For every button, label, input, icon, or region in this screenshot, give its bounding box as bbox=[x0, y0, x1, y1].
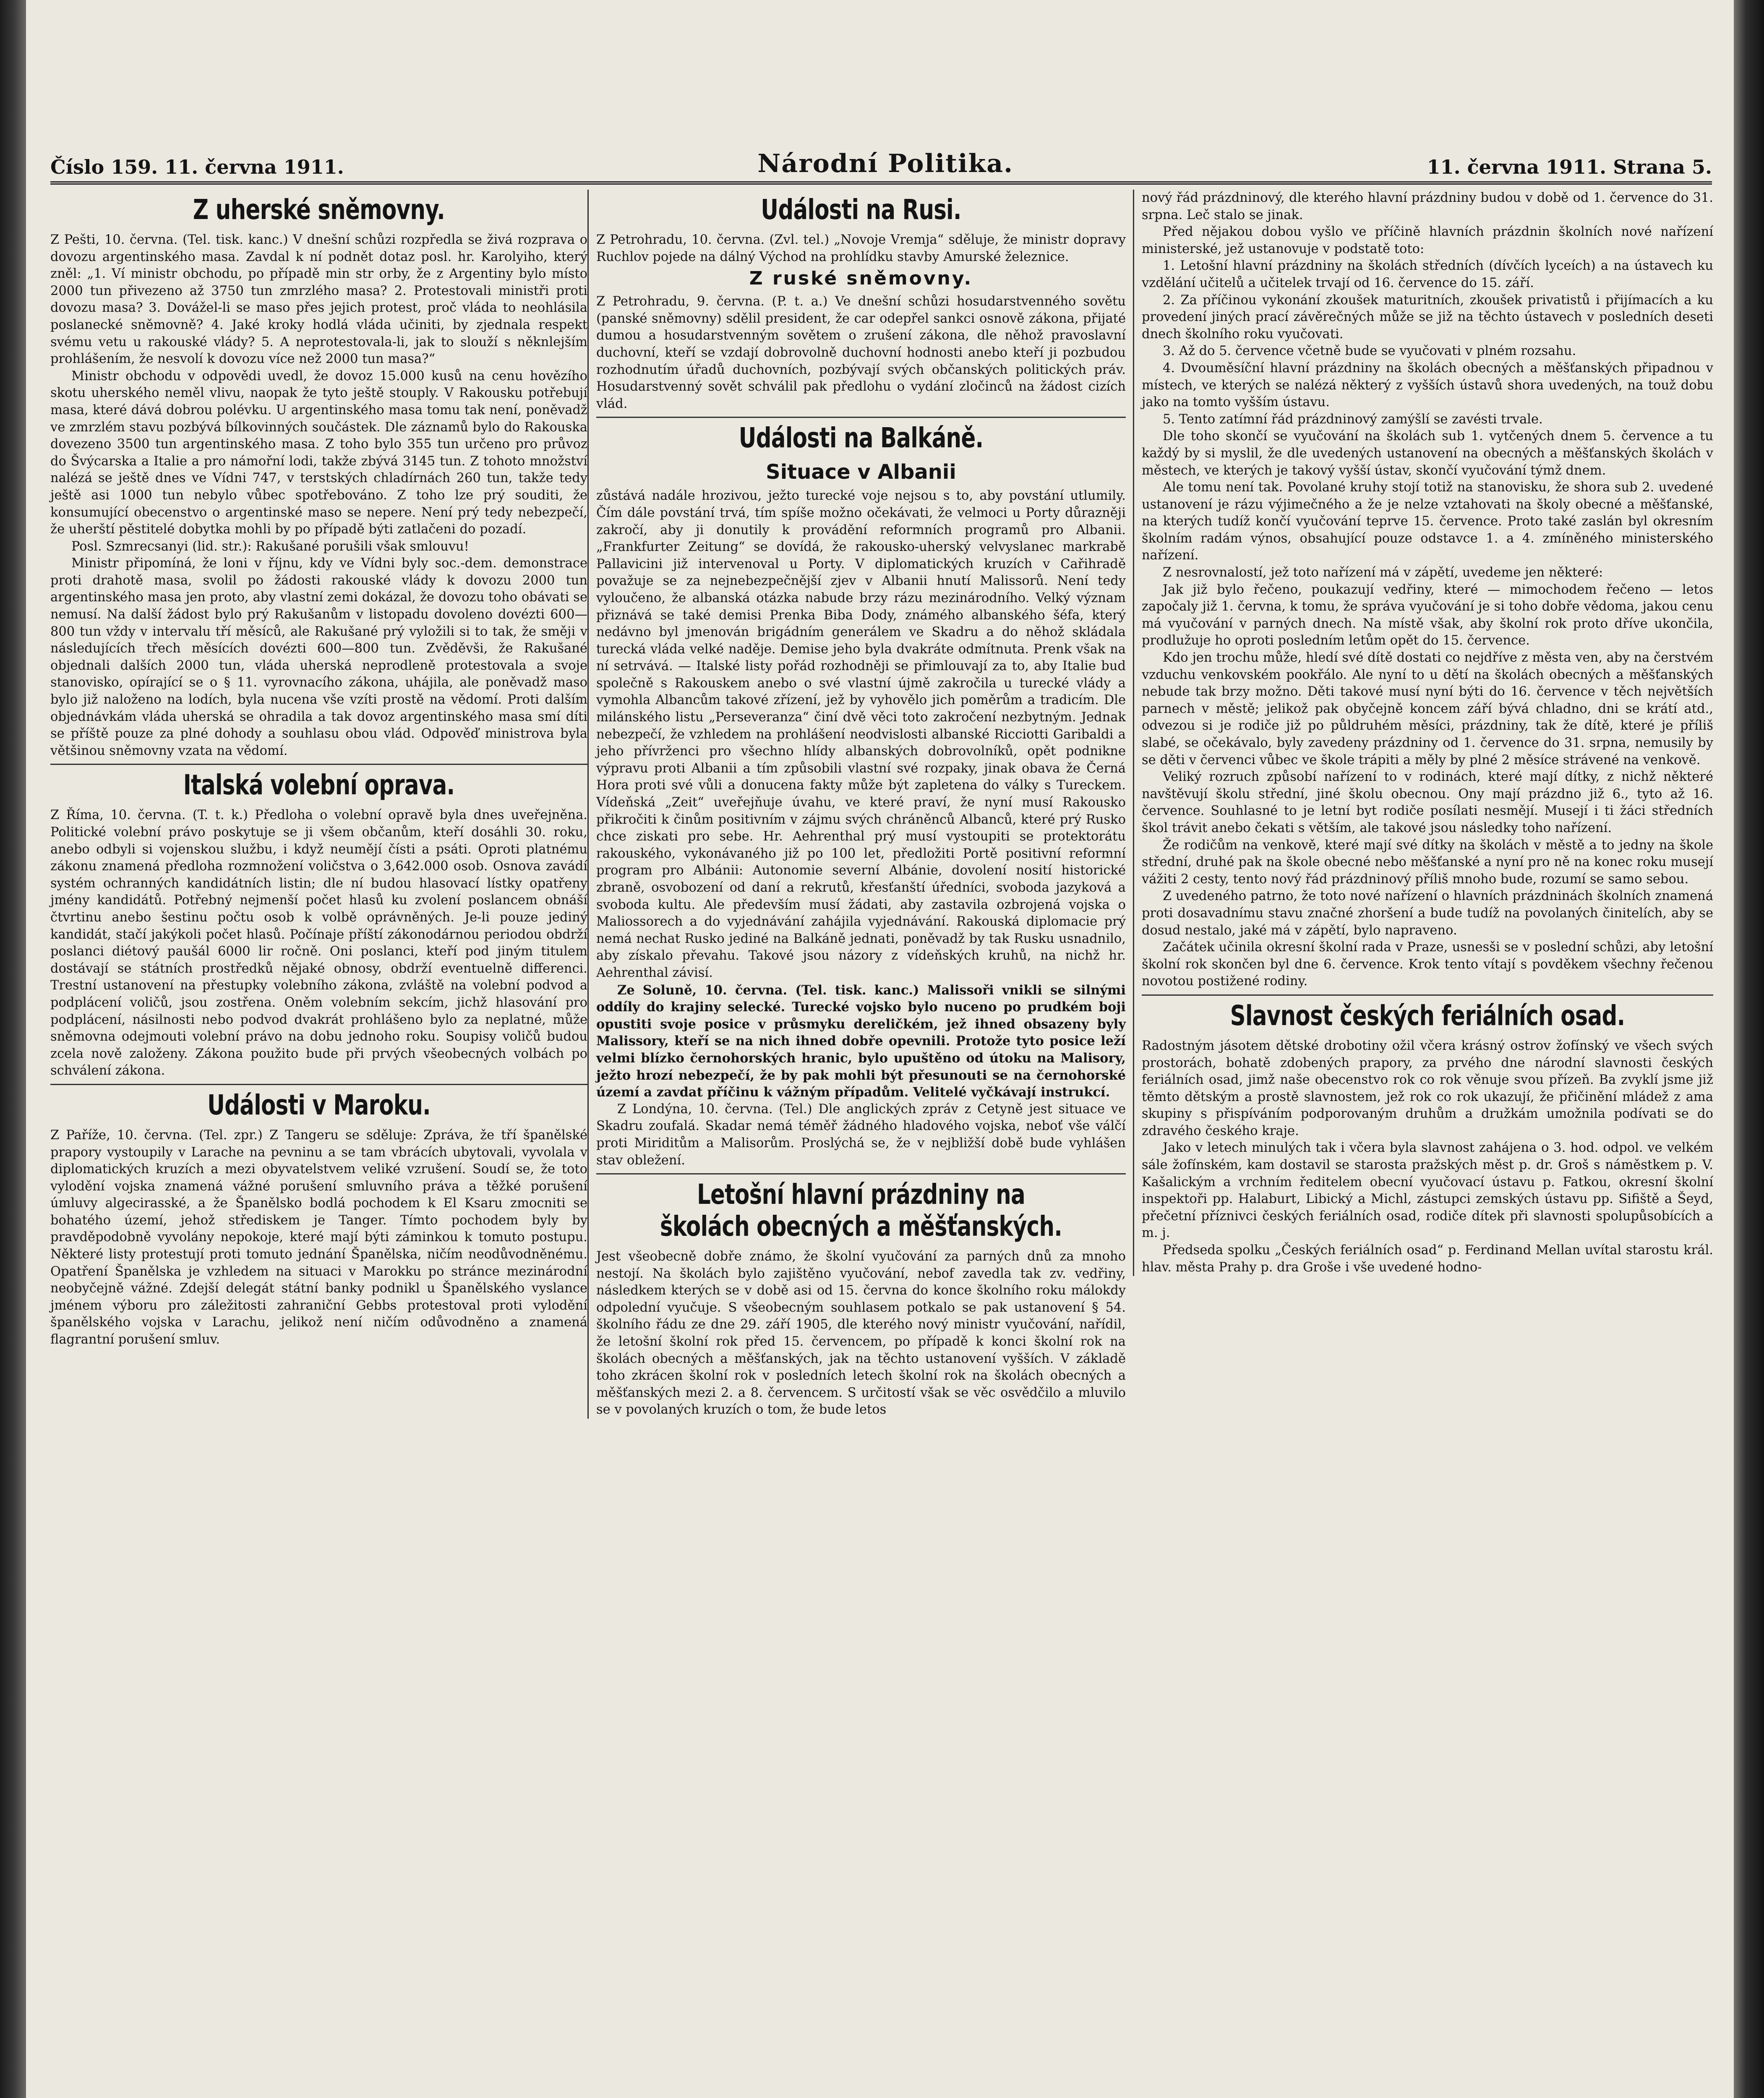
paragraph: Veliký rozruch způsobí nařízení to v rodinách, které mají dítky, z nichž některé navštěvují školu střední, jiné školu obecnou. Ony mají prázdno již 6., tyto až 16. července. Souhlasné to je letní byt rodiče posílati nesmějí. Musejí i ti žáci středních škol trávit anebo čekati s větším, ale takové jsou následky toho nařízení. bbox=[1142, 770, 1713, 835]
paragraph: Ministr připomíná, že loni v říjnu, kdy ve Vídni byly soc.-dem. demonstrace proti drahotě masa, svolil po žádosti rakouské vlády k dovozu 2000 tun argentinského masa jen proto, aby vlastní zemi dokázal, že dovozu toho obávati se nemusí. Na další žádost bylo prý Rakušanům v listopadu dovoleno dovézti 600—800 tun vždy v intervalu tří měsíců, ale Rakušané prý vyložili si to tak, že směji v následujících třech měsících dovézti 600—800 tun. Zvěděvši, že Rakušané objednali dalších 2000 tun, vláda uherská neprodleně protestovala a svoje stanovisko, opírající se o § 11. vyrovnacího zákona, uhájila, ale poněvadž maso bylo již naloženo na lodích, byla nucena vše vzíti prostě na vědomí. Proti dalším objednávkám vláda uherská se ohradila a tak dovoz argentinského masa smí díti se příště pouze za plné dohody a souhlasu obou vlád. Odpověď ministrova byla většinou sněmovny vzata na vědomí. bbox=[50, 556, 587, 758]
paragraph: Ale tomu není tak. Povolané kruhy stojí totiž na stanovisku, že shora sub 2. uvedené ustanovení je rázu výjimečného a že je nelze vztahovati na školy obecné a měšťanské, na kterých tudíž končí vyučování teprve 15. července. Proto také zaslán byl okresním školním radám výnos, obsahující pouze odstavce 1. a 4. zmíněného ministerského nařízení. bbox=[1142, 480, 1713, 563]
column-2 bbox=[587, 190, 1126, 1419]
paragraph: Z nesrovnalostí, jež toto nařízení má v zápětí, uvedeme jen některé: bbox=[1163, 565, 1603, 580]
paragraph: Z Petrohradu, 9. června. (P. t. a.) Ve dnešní schůzi hosudarstvenného sovětu (panské sněmovny) sdělil president, že car odepřel sankci osnově zákona, přijaté dumou a hosudarstvenným sovětem o zrušení zákona, dle něhož pravoslavní duchovní, kteří se vzdají dobrovolně duchovní hodnosti anebo kteří ji pozbudou rozhodnutím úřadů duchovních, pozbývají svých občanských politických práv. Hosudarstvenný sovět schválil pak předlohu o vydání zločinců na žádost cizích vlád. bbox=[596, 294, 1126, 411]
column-3 bbox=[1133, 190, 1713, 1276]
paragraph: 5. Tento zatímní řád prázdninový zamýšlí se zavésti trvale. bbox=[1163, 412, 1543, 427]
paragraph: Kdo jen trochu může, hledí své dítě dostati co nejdříve z města ven, aby na čerstvém vzduchu venkovském pookřálo. Ale nyní to u dětí na školách obecných a měšťanských nebude tak brzy možno. Děti takové musí nyní býti do 16. července v těch největších parnech v městě; jelikož pak obyčejně koncem září bývá chladno, dni se krátí atd., odvezou si je rodiče již po půldruhém měsíci, prázdniny, tak že dítě, které je příliš slabé, se očekávalo, byly zavedeny prázdniny od 1. července do 31. srpna, nemusily by se děti v červenci vůbec ve škole trápiti a měly by plné 2 měsíce strávené na venkově. bbox=[1142, 650, 1713, 767]
paragraph: Jak již bylo řečeno, poukazují vedřiny, které — mimochodem řečeno — letos započaly již 1. června, k tomu, že správa vyučování je si toho dobře vědoma, jakou cenu má vyučování v parných dnech. Na místě však, aby školní rok proto dříve ukončila, prodlužuje ho oproti posledním letům opět do 15. července. bbox=[1142, 582, 1713, 648]
article-heading: Slavnost českých feriálních osad. bbox=[1230, 999, 1625, 1032]
paragraph: Z Londýna, 10. června. (Tel.) Dle anglických zpráv z Cetyně jest situace ve Skadru zoufalá. Skadar nemá téměř žádného hladového vojska, neboť vše válčí proti Miriditům a Malisorům. Proslýchá se, že v nejbližší době bude vyhlášen stav obležení. bbox=[596, 1101, 1126, 1168]
paragraph: Ministr obchodu v odpovědi uvedl, že dovoz 15.000 kusů na cenu hovězího skotu uherského neměl vlivu, naopak že tyto ještě stouply. V Rakousku potřebují masa, které dává dobrou polévku. U argentinského masa tomu tak není, poněvadž ve zmrzlém stavu pozbývá bílkovinných součástek. Dle záznamů bylo do Rakouska dovezeno 3500 tun argentinského masa. Z toho bylo 355 tun určeno pro průvoz do Švýcarska a Italie a pro námořní lodi, takže zbývá 3145 tun. Z tohoto množství nalézá se ještě dnes ve Vídni 747, v terstských chladírnách 260 tun, takže tedy ještě asi 1000 tun nebylo vůbec spotřebováno. Z toho lze prý souditi, že konsumující obecenstvo o argentinské maso se nepere. Není prý tedy nebezpečí, že uherští pěstitelé dobytka mohli by po případě býti zatlačeni do pozadí. bbox=[50, 368, 587, 537]
paragraph: 1. Letošní hlavní prázdniny na školách středních (dívčích lyceích) a na ústavech ku vzdělání učitelů a učitelek trvají od 16. července do 15. září. bbox=[1142, 258, 1713, 290]
article-heading: Události na Rusi. bbox=[761, 193, 961, 226]
article-heading: Události na Balkáně. bbox=[738, 422, 984, 454]
paragraph: Jest všeobecně dobře známo, že školní vyučování za parných dnů za mnoho nestojí. Na školách bylo zajištěno vyučování, nebof zavedla tak zv. vedřiny, následkem kterých se v době asi od 15. června do konce školního roku málokdy odpolední vyučuje. S všeobecným souhlasem potkalo se pak ustanovení § 54. školního řádu ze dne 29. září 1905, dle kterého nový ministr vyučování, nařídil, že letošní školní rok před 15. červencem, po případě k konci školní rok na školách obecných a měšťanských, jak na těchto ustanovení vyšších. V základě toho zkrácen školní rok v posledních letech školní rok na školách obecných a měšťanských mezi 2. a 8. červencem. S určitostí však se věc osvědčilo a mluvilo se v povolaných kruzích o tom, že bude letos bbox=[596, 1249, 1126, 1417]
paragraph: Jako v letech minulých tak i včera byla slavnost zahájena o 3. hod. odpol. ve velkém sále žofínském, kam dostavil se starosta pražských měst p. dr. Groš s náměstkem p. V. Kašalickým a vrchním ředitelem obecní vyučovací ústavu p. Fatkou, okresní školní inspektoři pp. Halaburt, Libický a Michl, zástupci zemských ústavu pp. Sifiště a Šeyd, přečetní příznivci českých feriálních osad, rodiče dítek při slavnosti spolupůsobících a m. j. bbox=[1142, 1140, 1713, 1241]
paragraph: Z Paříže, 10. června. (Tel. zpr.) Z Tangeru se sděluje: Zpráva, že tří španělské prapory vystoupily v Larache na pevninu a se tam vbrácích ubytovali, vyvolala v diplomatických kruzích a mezi obyvatelstvem veliké vzrušení. Soudí se, že toto vylodění vojska znamená vážné porušení smluvního práva a těžké porušení úmluvy algecirasské, a že Španělsko bodlá pochodem k El Ksaru zmocniti se bohatého území, jehož střediskem je Tanger. Tímto pochodem byly by pravděpodobně vyvolány nepokoje, které mají býti záminkou k tomuto postupu. Některé listy protestují proti tomuto jednání Španělska, ničím neodůvodněnému. Opatření Španělska je vzhledem na situaci v Marokku po stránce mezinárodní neobyčejně vážné. Zdejší delegát státní banky podnikl u Španělského vyslance jménem výboru pro záležitosti zahraniční Gebbs protestoval proti vylodění španělského vojska v Larachu, jelikož není ničím odůvodněno a znamená flagrantní porušení smluv. bbox=[50, 1127, 587, 1347]
article-heading: Italská volební oprava. bbox=[183, 769, 455, 801]
paragraph: 4. Dvouměsíční hlavní prázdniny na školách obecných a měšťanských připadnou v místech, ve kterých se nalézá některý z vyšších ústavů shora uvedených, na touž dobu jako na tomto vyšším ústavu. bbox=[1142, 360, 1713, 410]
divider bbox=[596, 417, 1126, 418]
divider bbox=[1142, 994, 1713, 996]
paragraph: Začátek učinila okresní školní rada v Praze, usnesši se v poslední schůzi, aby letošní školní rok skončen byl dne 6. července. Krok tento vítají s povděkem všechny řečenou novotou postižené rodiny. bbox=[1142, 940, 1713, 989]
paragraph: Dle toho skončí se vyučování na školách sub 1. vytčených dnem 5. července a tu každý by si myslil, že dle uvedených ustanovení na obecných a měšťanských školách v městech, ve kterých je takový vyšší ústav, skončí vyučování týmž dnem. bbox=[1142, 429, 1713, 478]
divider bbox=[596, 1173, 1126, 1174]
paragraph: Před nějakou dobou vyšlo ve příčině hlavních prázdnin školních nové nařízení ministerské, jež ustanovuje v podstatě toto: bbox=[1142, 224, 1713, 256]
article-heading: Z uherské sněmovny. bbox=[193, 193, 445, 226]
paragraph: zůstává nadále hrozivou, ježto turecké voje nejsou s to, aby povstání utlumily. Čím dále povstání trvá, tím spíše možno očekávati, že velmoci u Porty důrazněji zakročí, aby ji donutily k provádění reformních programů pro Albanii. „Frankfurter Zeitung“ se dovídá, že rakousko-uherský velvyslanec markrabě Pallavicini již intervenoval u Porty. V diplomatických kruzích v Cařihradě považuje se za nejnebezpečnější zjev v Albanii hnutí Malissorů. Není tedy vyloučeno, že albanská otázka nabude brzy rázu mezinárodního. Velký význam přiznává se také demisi Prenka Biba Dody, známého albanského šéfa, který nedávno byl jmenován brigádním generálem ve Skadru a do něhož skládala turecká vláda velké naděje. Demise jeho byla dvakráte odmítnuta. Prenk však na ní setrvává. — Italské listy pořád rozhodněji se přimlouvají za to, aby Italie bud společně s Rakouskem anebo o své vlastní újmě zakročila u turecké vlády a vymohla Albancům takové zřízení, jež by vyhovělo jich poměrům a tradicím. Dle milánského listu „Perseveranza“ činí dvě věci toto zakročení nezbytným. Jednak nebezpečí, že vzhledem na prohlášení neodvislosti albanské Ricciotti Garibaldi a jeho přívrženci pro všechno hlídy albanských dobrovolníků, opět podnikne výpravu proti Albanii a tím způsobili vlastní své rozpaky, jinak obava že Černá Hora proti své vůli a donucena fakty může být zapletena do války s Tureckem. Vídeňská „Zeit“ uveřejňuje úvahu, ve které praví, že nyní musí Rakousko přikročiti k činům positivním v zájmu svých chráněnců Albanců, které prý Rusko chce ziskati pro sebe. Hr. Aehrenthal prý musí vystoupiti se protektorátu rakouského, vykonávaného již po 100 let, předložiti Portě positivní reformní program pro Albánii: Autonomie severní Albánie, dovolení nosití historické zbraně, osvobození od daní a rekrutů, křesťanští úředníci, svoboda jazyková a svoboda kultu. Ale především musí žádati, aby zastavila ozbrojená vojska o Maliossorech a do vyjednávání zahájila vyjednávání. Rakouská diplomacie prý nemá nechat Rusko jediné na Balkáně jednati, poněvadž by tak Rusku usnadnilo, aby získalo převahu. Takové jsou názory z vídeňských kruhů, na nichž hr. Aehrenthal závisí. bbox=[596, 488, 1126, 980]
issue-number: Číslo 159. 11. června 1911. bbox=[50, 156, 344, 178]
column-1 bbox=[50, 190, 587, 1349]
masthead: Národní Politika. bbox=[757, 149, 1013, 178]
subheading: Situace v Albanii bbox=[766, 460, 956, 484]
header-rule bbox=[50, 181, 1712, 185]
scan-edge-left bbox=[0, 0, 26, 2098]
paragraph: Z Říma, 10. června. (T. t. k.) Předloha o volební opravě byla dnes uveřejněna. Politické volební právo poskytuje se ji všem občanům, kteří dosáhli 30. roku, anebo odbyli si vojenskou službu, i když neumějí čísti a psáti. Oproti platnému zákonu znamená předloha rozmnožení voličstva o 3,642.000 osob. Osnova zavádí systém ochranných kandidátních listin; dle ní budou hlasovací lístky opatřeny jmény kandidátů. Potřebný nejmenší počet hlasů ku zvolení poslancem obnáší čtvrtinu anebo šestinu počtu osob k volbě oprávněných. Je-li pouze jediný kandidát, stačí jakýkoli počet hlasů. Počínaje příští zákonodárnou periodou obdrží poslanci diétový paušál 6000 lir ročně. Oni poslanci, kteří pod jiným titulem dostávají se státních prostředků nějaké obnosy, obdrží eventuelně differenci. Trestní ustanovení na přestupky volebního zákona, zvláště na volební podvod a podplácení voličů, jsou zostřena. Oněm volebním sekcím, jichž hlasování pro podplácení, násilnosti nebo podvod dvakrát prohlášeno bylo za neplatné, může sněmovna odejmouti volební právo na dobu jednoho roku. Soupisy voličů budou zcela nově založeny. Zákona použito bude při prvých všeobecných volbách po schválení zákona. bbox=[50, 808, 587, 1078]
paragraph: Ze Soluně, 10. června. (Tel. tisk. kanc.) Malissoři vnikli se silnými oddíly do krajiny selecké. Turecké vojsko bylo nuceno po prudkém boji opustiti svoje posice v průsmyku dereličkém, jež ihned obsazeny byly Malissory, kteří se na nich ihned dobře opevnili. Protože tyto posice leží velmi blízko černohorských hranic, bylo upuštěno od útoku na Malisory, ježto hrozí nebezpečí, že by pak mohli být přesunouti se na černohorské území a zavdat příčinu k vážným případům. Velitelé vyčkávají instrukcí. bbox=[596, 982, 1126, 1100]
paragraph: Z Petrohradu, 10. června. (Zvl. tel.) „Novoje Vremja“ sděluje, že ministr dopravy Ruchlov pojede na dálný Východ na prohlídku stavby Amurské železnice. bbox=[596, 232, 1126, 264]
paragraph: Předseda spolku „Českých feriálních osad“ p. Ferdinand Mellan uvítal starostu král. hlav. města Prahy p. dra Groše i vše uvedené hodno- bbox=[1142, 1243, 1713, 1275]
article-heading: Letošní hlavní prázdniny na školách obecných a měšťanských. bbox=[660, 1178, 1062, 1243]
paragraph: Z uvedeného patrno, že toto nové nařízení o hlavních prázdninách školních znamená proti dosavadnímu stavu značné zhoršení a bude tudíž na povolaných činitelích, aby se dosud nestalo, jaké má v zápětí, bylo napraveno. bbox=[1142, 889, 1713, 938]
divider bbox=[50, 1084, 587, 1085]
subheading: Z ruské sněmovny. bbox=[749, 268, 973, 290]
date-page: 11. června 1911. Strana 5. bbox=[1427, 156, 1712, 178]
paragraph: Posl. Szmrecsanyi (lid. str.): Rakušané porušili však smlouvu! bbox=[71, 539, 469, 554]
paragraph: Radostným jásotem dětské drobotiny ožil včera krásný ostrov žofínský ve všech svých prostorách, bohatě zdobených prapory, za prvého dne národní slavnosti českých feriálních osad, jimž naše obecenstvo rok co rok věnuje svou přízeň. Ba zvyklí jsme již těmto dětským a prostě slavnostem, jež rok co rok ukazují, že přičinění mládež z ama skupiny s přispíváním podporovaným druhům a družkám umožnila podívati se do zdravého českého kraje. bbox=[1142, 1038, 1713, 1138]
paragraph: Že rodičům na venkově, které mají své dítky na školách v městě a to jedny na škole střední, druhé pak na škole obecné nebo měšťanské a nyní pro ně na konec roku musejí vážiti 2 cesty, tento nový řád prázdninový příliš mnoho bude, rozumí se samo sebou. bbox=[1142, 838, 1713, 887]
paragraph: nový řád prázdninový, dle kterého hlavní prázdniny budou v době od 1. července do 31. srpna. Leč stalo se jinak. bbox=[1142, 190, 1713, 222]
paragraph: Z Pešti, 10. června. (Tel. tisk. kanc.) V dnešní schůzi rozpředla se živá rozprava o dovozu argentinského masa. Zavdal k ní podnět dotaz posl. hr. Karolyiho, který zněl: „1. Ví ministr obchodu, po případě min str orby, že z Argentiny bylo místo 2000 tun přivezeno až 3750 tun zmrzlého masa? 2. Protestovali ministři proti dovozu masa? 3. Dovážel-li se maso přes jejich protest, proč vláda to neohlásila poslanecké sněmovně? 4. Jaké kroky hodlá vláda učiniti, by zjednala respekt svému vetu u rakouské vlády? 5. A neprotestovala-li, jak to slouží s něknlejším prohlášením, že nesvolí k dovozu více než 2000 tun masa?“ bbox=[50, 232, 587, 367]
divider bbox=[50, 764, 587, 765]
page-header bbox=[50, 145, 1712, 178]
paragraph: 3. Až do 5. července včetně bude se vyučovati v plném rozsahu. bbox=[1163, 344, 1576, 359]
scan-edge-right bbox=[1734, 0, 1764, 2098]
paragraph: 2. Za příčinou vykonání zkoušek maturitních, zkoušek privatistů i přijímacích a ku provedení jiných prací závěrečných může se již na těchto ústavech v posledních deseti dnech školního roku vyučovati. bbox=[1142, 292, 1713, 342]
article-heading: Události v Maroku. bbox=[207, 1088, 431, 1121]
